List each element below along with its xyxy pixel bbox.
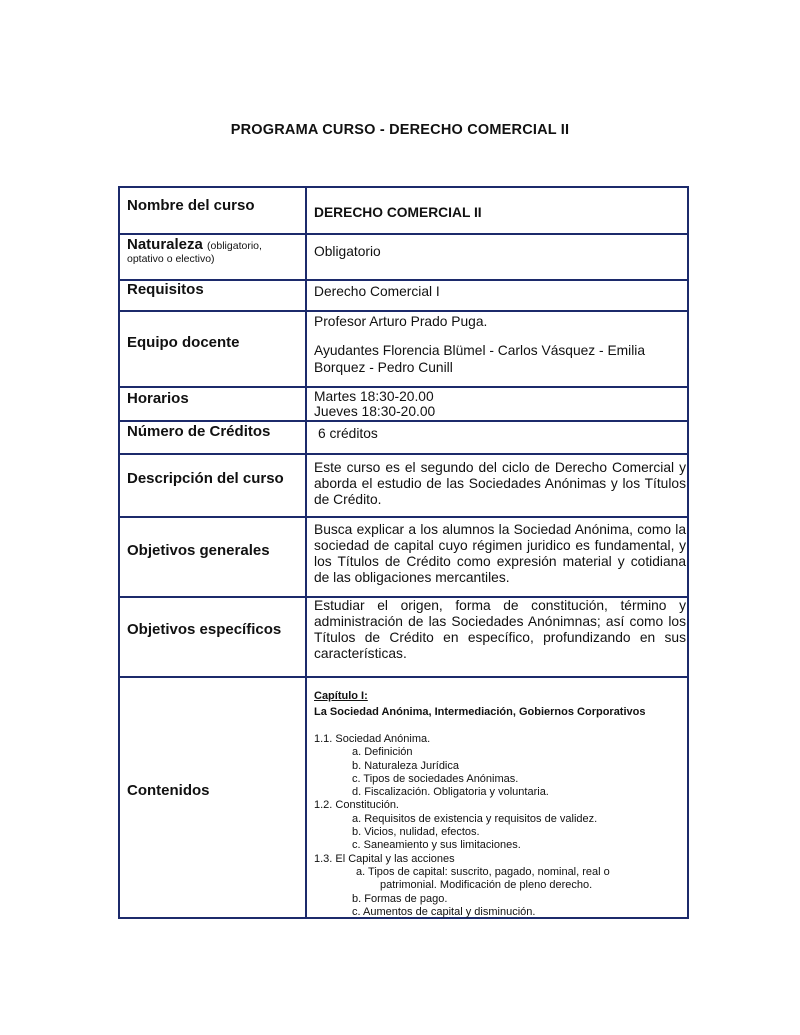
label-equipo: Equipo docente	[127, 334, 240, 351]
document-title: PROGRAMA CURSO - DERECHO COMERCIAL II	[230, 122, 570, 138]
label-creditos: Número de Créditos	[127, 423, 271, 440]
contenidos-line: 1.3. El Capital y las acciones	[314, 852, 455, 865]
row-divider	[120, 516, 687, 518]
value-equipo-ayudantes: Ayudantes Florencia Blümel - Carlos Vásquez - Emilia Borquez - Pedro Cunill	[314, 343, 646, 375]
label-naturaleza-note: (obligatorio,	[207, 240, 262, 252]
course-table	[118, 186, 689, 919]
row-divider	[120, 386, 687, 388]
contenidos-line: a. Requisitos de existencia y requisitos de validez.	[352, 812, 598, 825]
label-horarios: Horarios	[127, 390, 189, 407]
label-naturaleza-text: Naturaleza	[127, 236, 203, 253]
label-requisitos: Requisitos	[127, 281, 204, 298]
label-naturaleza	[127, 236, 262, 253]
contenidos-block	[314, 688, 686, 919]
contenidos-line: a. Definición	[352, 746, 413, 759]
label-obj-generales: Objetivos generales	[127, 542, 270, 559]
contenidos-line: patrimonial. Modificación de pleno derecho.	[380, 879, 593, 892]
contenidos-line: d. Fiscalización. Obligatoria y voluntaria.	[352, 786, 549, 799]
row-divider	[120, 310, 687, 312]
column-divider	[305, 188, 307, 917]
contenidos-line: 1.2. Constitución.	[314, 799, 399, 812]
row-divider	[120, 233, 687, 235]
contenidos-line: c. Tipos de sociedades Anónimas.	[352, 772, 519, 785]
value-obj-especificos: Estudiar el origen, forma de constitución, término y administración de las Sociedades Anónimnas; así como los Títulos de Crédito en específico, profundizando en sus características.	[314, 598, 686, 661]
value-naturaleza: Obligatorio	[314, 244, 381, 259]
contenidos-chapter: Capítulo I:	[314, 690, 368, 702]
value-horarios-martes: Martes 18:30-20.00	[314, 389, 434, 404]
label-naturaleza-note-2: optativo o electivo)	[127, 253, 215, 265]
value-requisitos: Derecho Comercial I	[314, 284, 440, 299]
label-descripcion: Descripción del curso	[127, 470, 284, 487]
row-divider	[120, 453, 687, 455]
contenidos-line: c. Saneamiento y sus limitaciones.	[352, 839, 521, 852]
value-descripcion: Este curso es el segundo del ciclo de Derecho Comercial y aborda el estudio de las Sociedades Anónimas y los Títulos de Crédito.	[314, 460, 686, 507]
row-divider	[120, 676, 687, 678]
value-obj-generales: Busca explicar a los alumnos la Sociedad Anónima, como la sociedad de capital cuyo régimen juridico es fundamental, y los Títulos de Crédito como expresión material y cotidiana de las obligaciones mercantiles.	[314, 522, 686, 585]
contenidos-line: b. Vicios, nulidad, efectos.	[352, 826, 480, 839]
contenidos-line: a. Tipos de capital: suscrito, pagado, nominal, real o	[356, 865, 610, 878]
label-nombre: Nombre del curso	[127, 197, 255, 214]
label-contenidos: Contenidos	[127, 782, 210, 799]
value-creditos: 6 créditos	[318, 426, 378, 441]
value-horarios-jueves: Jueves 18:30-20.00	[314, 404, 436, 419]
contenidos-line: c. Aumentos de capital y disminución.	[352, 905, 536, 918]
label-obj-especificos: Objetivos específicos	[127, 621, 282, 638]
contenidos-chapter-title: La Sociedad Anónima, Intermediación, Gobiernos Corporativos	[314, 706, 646, 718]
value-nombre: DERECHO COMERCIAL II	[314, 205, 482, 220]
value-equipo-profesor: Profesor Arturo Prado Puga.	[314, 314, 488, 329]
row-divider	[120, 279, 687, 281]
contenidos-line: 1.1. Sociedad Anónima.	[314, 733, 431, 745]
contenidos-line: b. Formas de pago.	[352, 892, 448, 905]
row-divider	[120, 420, 687, 422]
contenidos-line: b. Naturaleza Jurídica	[352, 759, 459, 772]
